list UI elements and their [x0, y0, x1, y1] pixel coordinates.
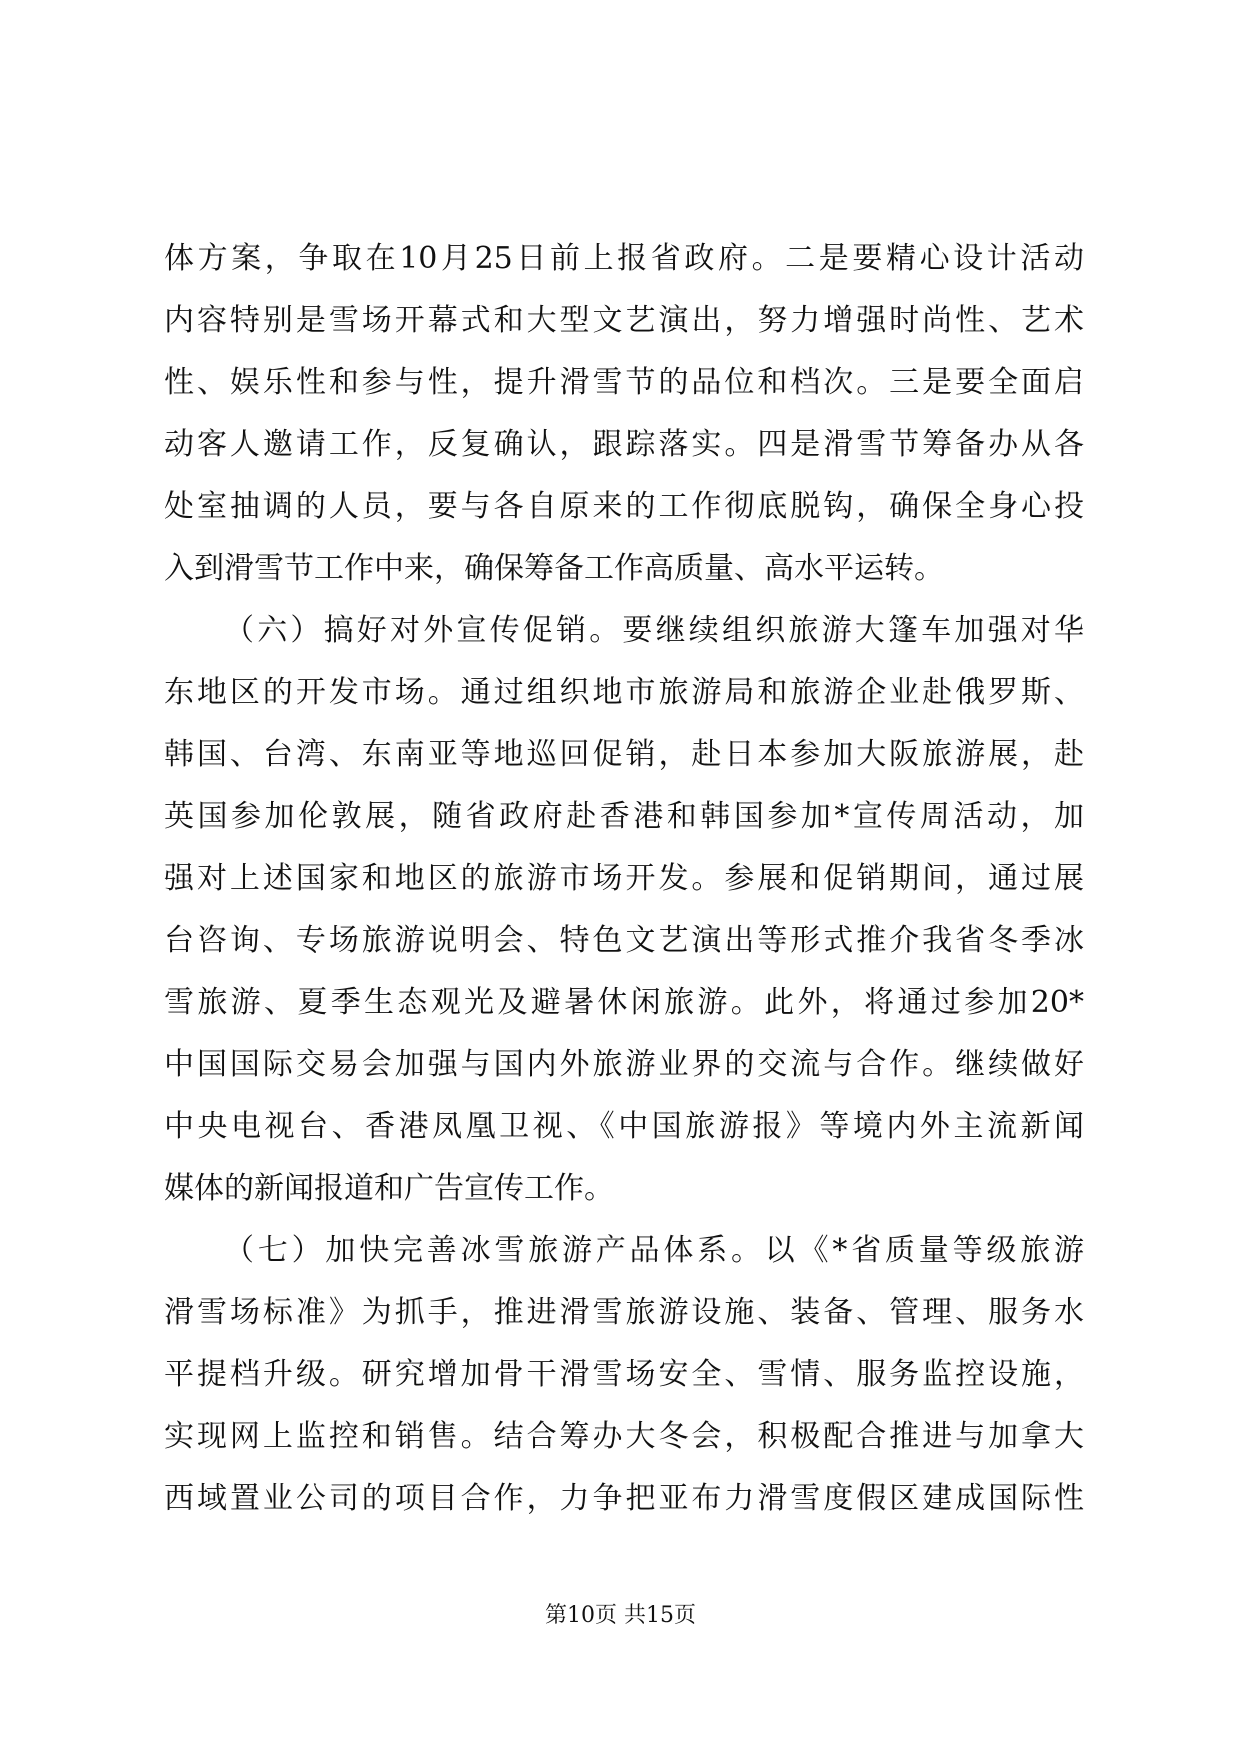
text-line: 台咨询、专场旅游说明会、特色文艺演出等形式推介我省冬季冰 — [164, 923, 1084, 958]
text-line: 性、娱乐性和参与性，提升滑雪节的品位和档次。三是要全面启 — [164, 365, 1084, 400]
text-line: 平提档升级。研究增加骨干滑雪场安全、雪情、服务监控设施， — [164, 1357, 1084, 1392]
text-line: 动客人邀请工作，反复确认，跟踪落实。四是滑雪节筹备办从各 — [164, 427, 1084, 462]
text-line: 媒体的新闻报道和广告宣传工作。 — [164, 1171, 614, 1206]
text-line: 实现网上监控和销售。结合筹办大冬会，积极配合推进与加拿大 — [164, 1419, 1084, 1454]
text-line: 体方案，争取在10月25日前上报省政府。二是要精心设计活动 — [164, 241, 1084, 276]
text-line: 韩国、台湾、东南亚等地巡回促销，赴日本参加大阪旅游展，赴 — [164, 737, 1084, 772]
text-line: 雪旅游、夏季生态观光及避暑休闲旅游。此外，将通过参加20* — [164, 985, 1084, 1020]
text-line: 处室抽调的人员，要与各自原来的工作彻底脱钩，确保全身心投 — [164, 489, 1084, 524]
text-line: 中央电视台、香港凤凰卫视、《中国旅游报》等境内外主流新闻 — [164, 1109, 1084, 1144]
text-line: 西域置业公司的项目合作，力争把亚布力滑雪度假区建成国际性 — [164, 1481, 1084, 1516]
body-text — [164, 228, 1084, 1530]
text-line: 滑雪场标准》为抓手，推进滑雪旅游设施、装备、管理、服务水 — [164, 1295, 1084, 1330]
text-line: 英国参加伦敦展，随省政府赴香港和韩国参加*宣传周活动，加 — [164, 799, 1084, 834]
text-line: 东地区的开发市场。通过组织地市旅游局和旅游企业赴俄罗斯、 — [164, 675, 1084, 710]
text-line: （六）搞好对外宣传促销。要继续组织旅游大篷车加强对华 — [224, 613, 1084, 648]
text-line: （七）加快完善冰雪旅游产品体系。以《*省质量等级旅游 — [224, 1233, 1084, 1268]
text-line: 强对上述国家和地区的旅游市场开发。参展和促销期间，通过展 — [164, 861, 1084, 896]
text-line: 内容特别是雪场开幕式和大型文艺演出，努力增强时尚性、艺术 — [164, 303, 1084, 338]
text-line: 入到滑雪节工作中来，确保筹备工作高质量、高水平运转。 — [164, 551, 944, 586]
text-line: 中国国际交易会加强与国内外旅游业界的交流与合作。继续做好 — [164, 1047, 1084, 1082]
page-number-label: 第10页 共15页 — [545, 1603, 696, 1628]
page-footer — [0, 1601, 1241, 1631]
